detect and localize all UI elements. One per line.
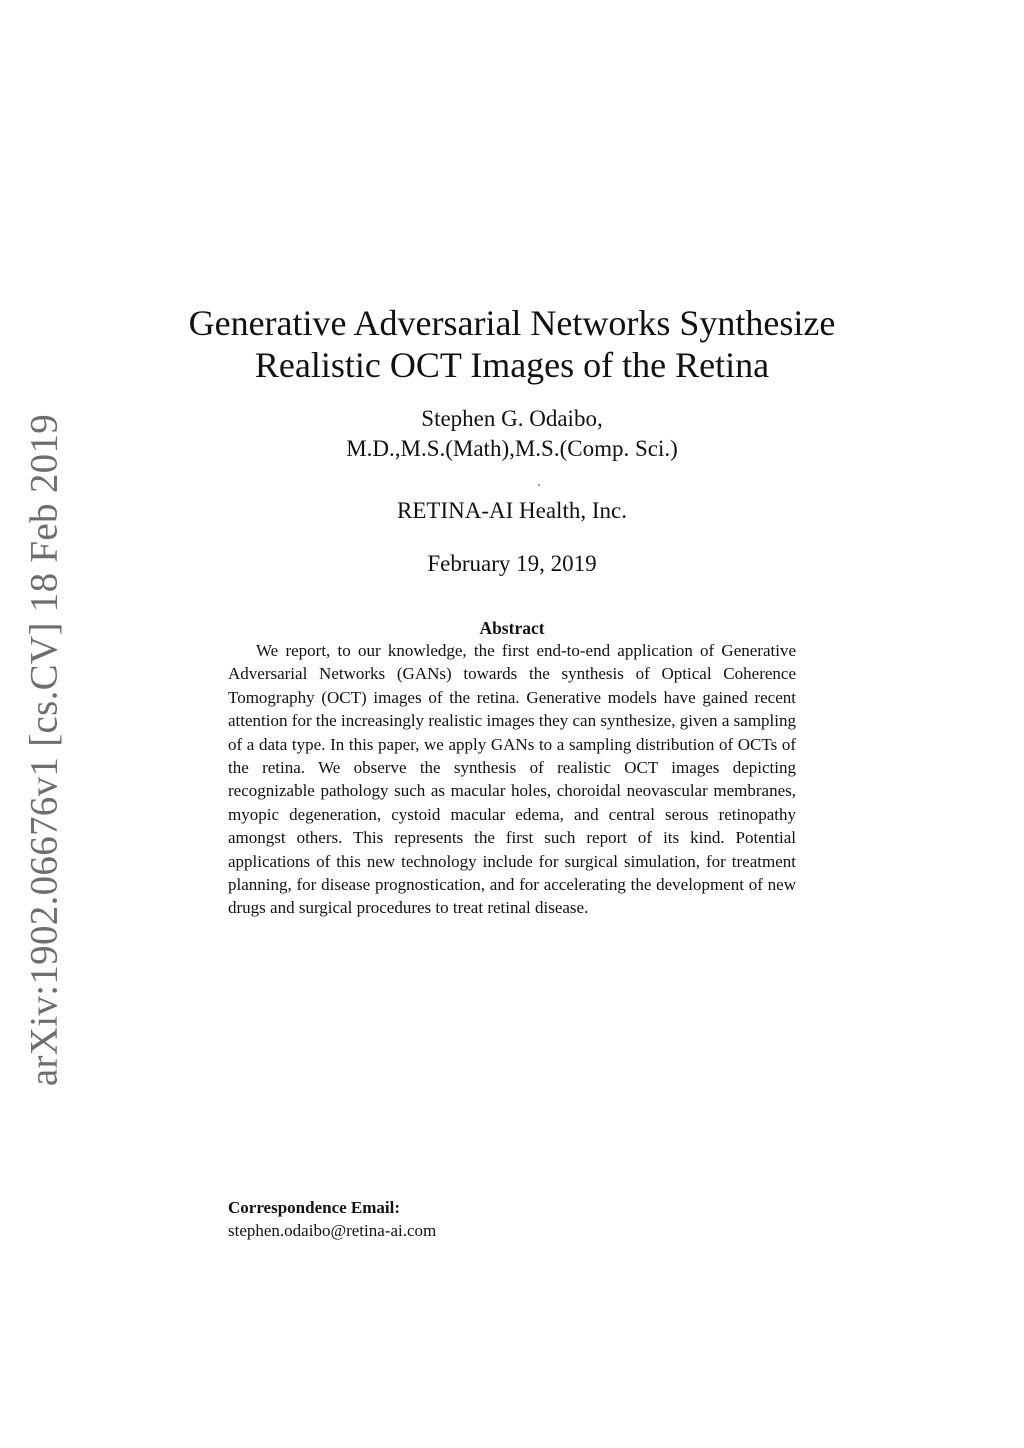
abstract-text: We report, to our knowledge, the first end-to-end application of Generative Adversarial Networks (GANs) towards the synthesis of Optical Coherence Tomography (OCT) images of the retina. Generative models have gained recent attention for the increasingly realistic images they can synthesize, given a sampling of a data type. In this paper, we apply GANs to a sampling distribution of OCTs of the retina. We observe the synthesis of realistic OCT images depicting recognizable pathology such as macular holes, choroidal neovascular membranes, myopic degeneration, cystoid macular edema, and central serous retinopathy amongst others. This represents the first such report of its kind. Potential applications of this new technology include for surgical simulation, for treatment planning, for disease prognostication, and for accelerating the development of new drugs and surgical procedures to treat retinal disease. [228, 641, 796, 918]
paper-title-line-1: Generative Adversarial Networks Synthesize [188, 303, 836, 343]
correspondence-block [228, 1196, 436, 1242]
author-name: Stephen G. Odaibo, [421, 406, 603, 431]
footnote-dot-mark [538, 484, 540, 486]
correspondence-email[interactable]: stephen.odaibo@retina-ai.com [228, 1221, 437, 1240]
author-credentials: M.D.,M.S.(Math),M.S.(Comp. Sci.) [346, 436, 678, 461]
paper-title-line-2: Realistic OCT Images of the Retina [254, 345, 770, 385]
publication-date: February 19, 2019 [427, 551, 597, 576]
arxiv-identifier-stamp: arXiv:1902.06676v1 [cs.CV] 18 Feb 2019 [22, 413, 66, 1087]
author-block [0, 404, 1024, 464]
paper-title [0, 302, 1024, 386]
correspondence-label: Correspondence Email: [228, 1198, 401, 1217]
abstract-heading: Abstract [479, 618, 545, 638]
author-affiliation: RETINA-AI Health, Inc. [397, 498, 627, 523]
